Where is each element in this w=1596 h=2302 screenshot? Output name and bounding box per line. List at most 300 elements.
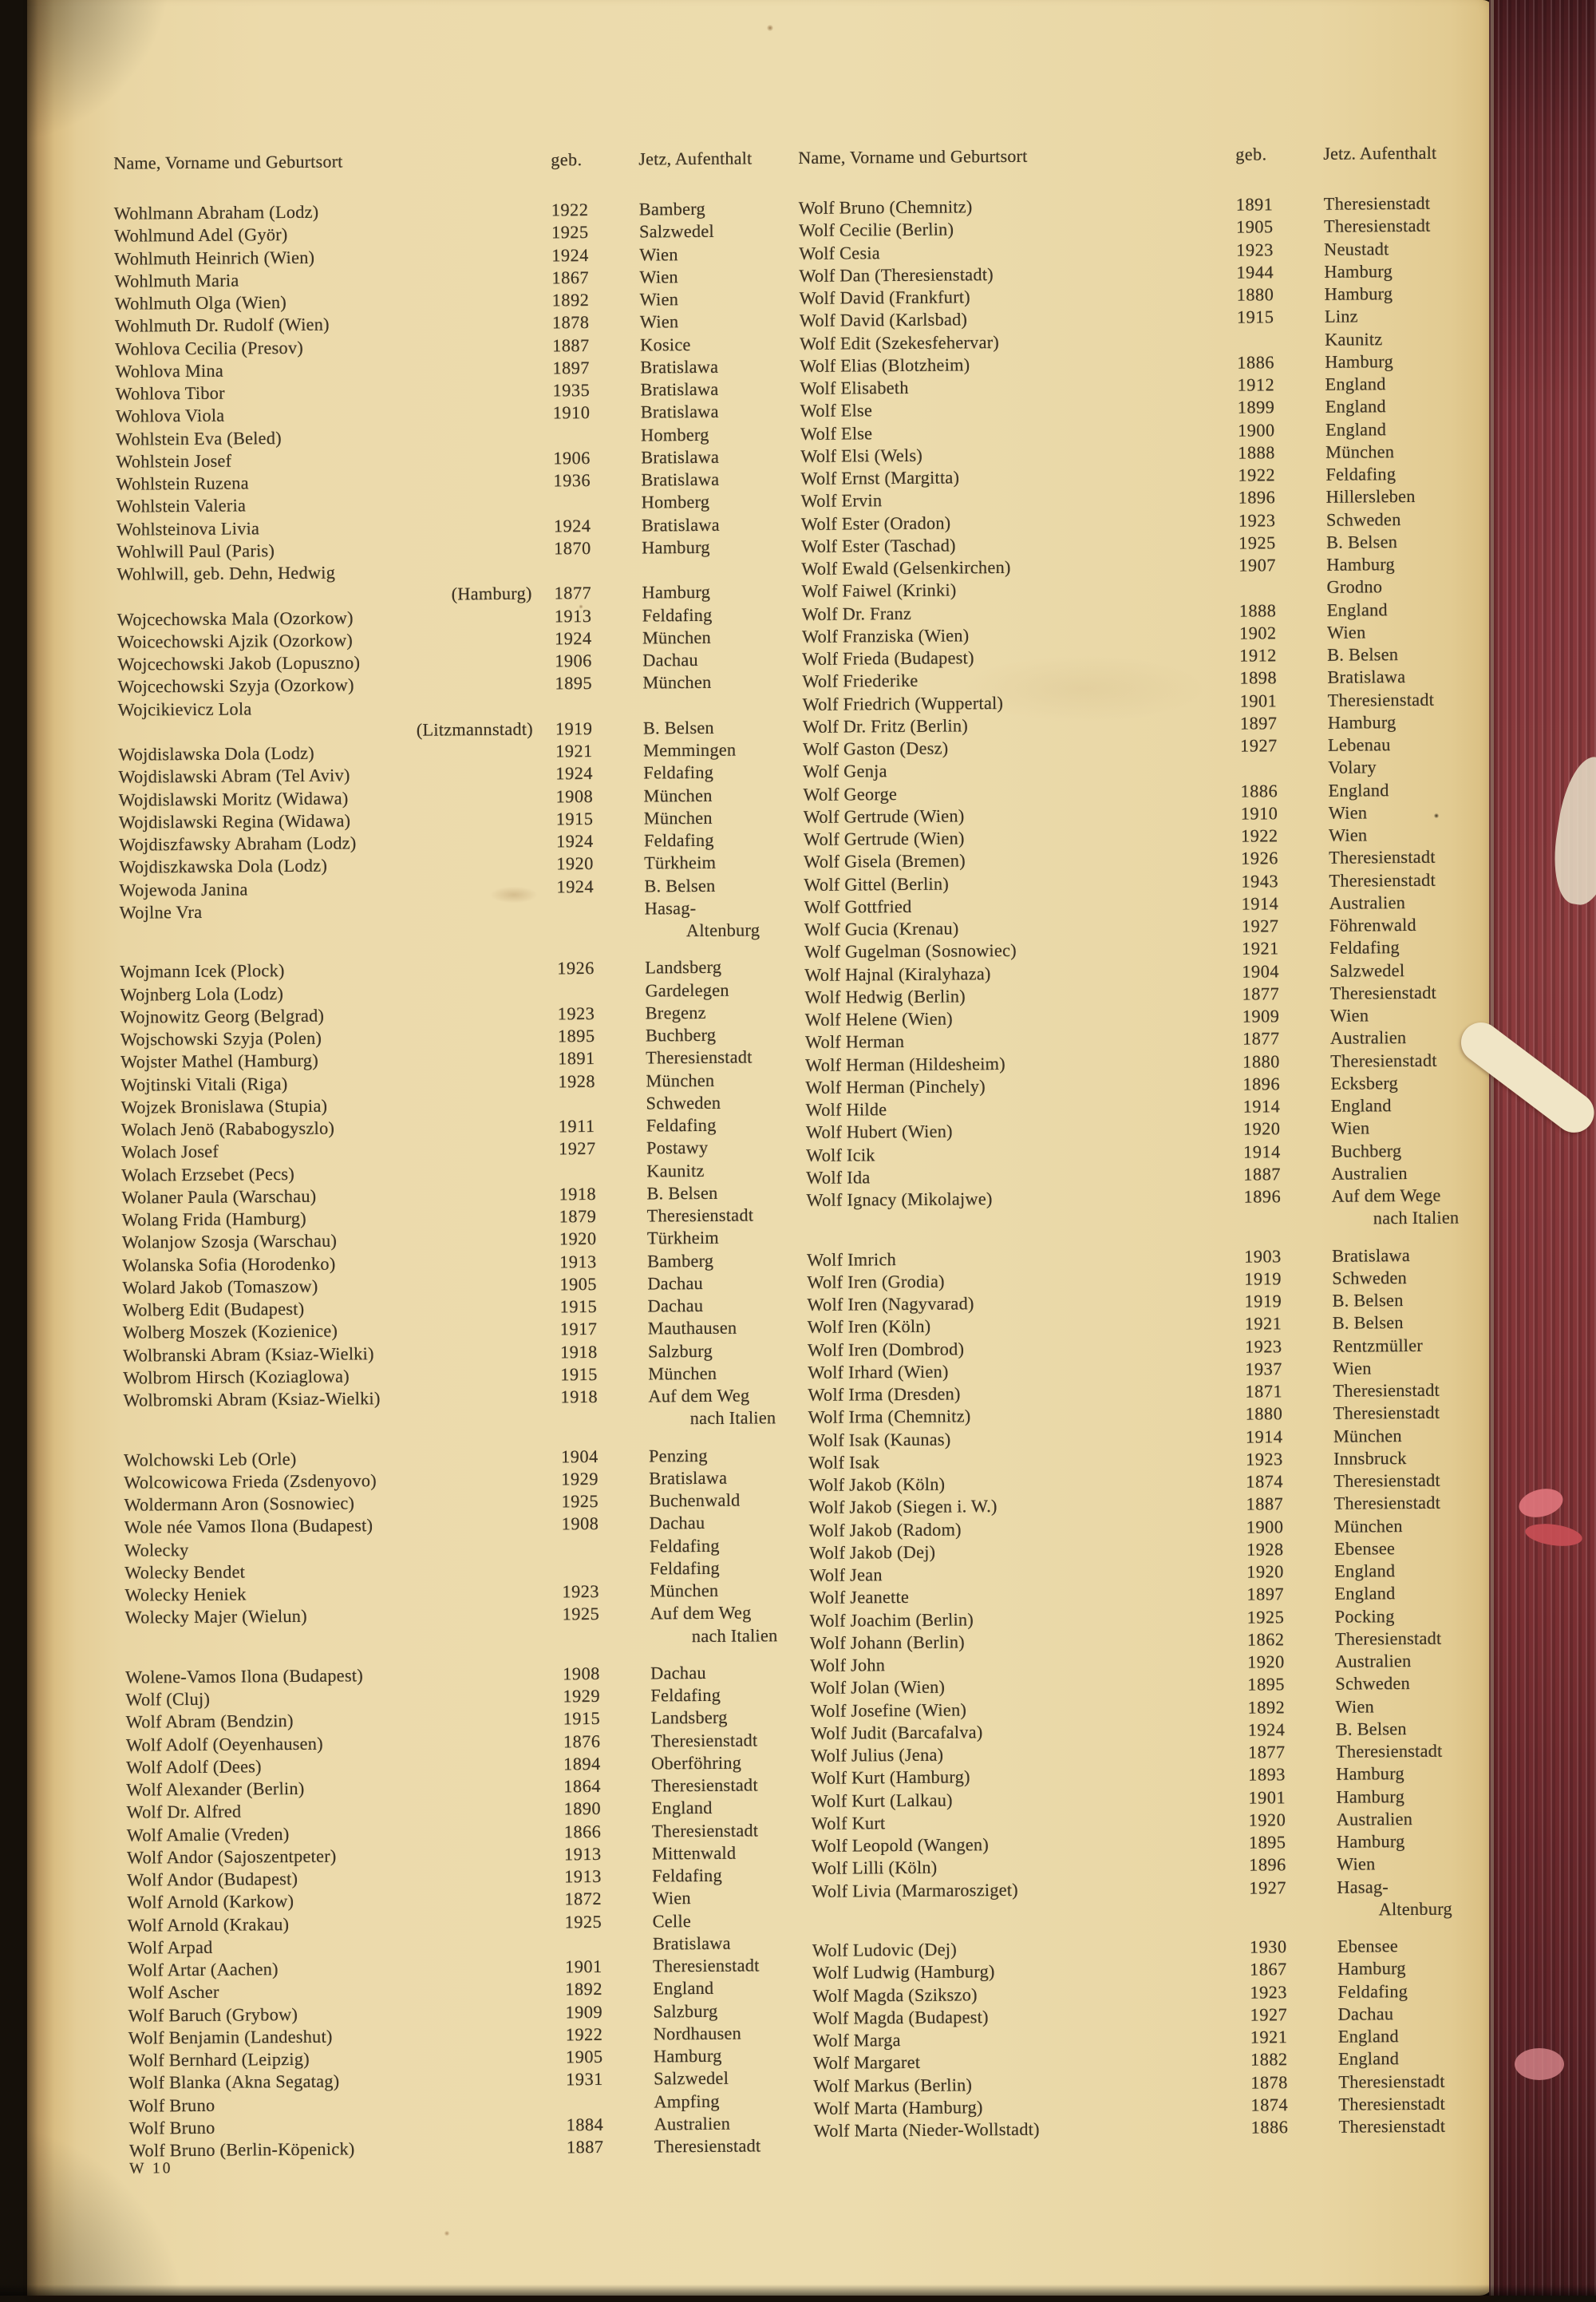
entry-birth-year: 1925	[551, 222, 589, 243]
entry-name: Wolf Herman (Hildesheim)	[805, 1053, 1005, 1075]
header-geb-col: geb.	[551, 149, 583, 170]
entry-residence: Theresienstadt	[1334, 1628, 1442, 1649]
entry-birth-year: 1905	[559, 1273, 598, 1295]
entry-birth-year: 1867	[551, 267, 590, 288]
entry-residence: Pocking	[1334, 1605, 1395, 1627]
entry-residence: B. Belsen	[646, 1182, 718, 1204]
entry-name: Wolf Ludovic (Dej)	[812, 1939, 958, 1960]
entry-name: Wolf Bruno	[128, 2094, 215, 2116]
entry-name: Wolf David (Karlsbad)	[799, 309, 968, 331]
table-row	[807, 1208, 1469, 1236]
entry-birth-year	[555, 711, 643, 712]
entry-birth-year: 1927	[1249, 1877, 1287, 1898]
entry-name: Wolf Else	[800, 400, 873, 421]
entry-birth-year: 1913	[564, 1865, 602, 1887]
entry-birth-year: 1867	[1250, 1959, 1287, 1980]
entry-residence: England	[1337, 2048, 1400, 2069]
table-row	[129, 2135, 792, 2163]
entry-residence: Feldafing	[650, 1684, 721, 1706]
entry-residence: Theresienstadt	[1327, 689, 1435, 710]
entry-name: Wolf Arnold (Karkow)	[127, 1891, 294, 1912]
entry-residence: München	[1333, 1425, 1402, 1446]
entry-name	[120, 937, 557, 940]
entry-residence: B. Belsen	[642, 717, 714, 738]
entry-name: Wolecky Majer (Wielun)	[124, 1606, 307, 1628]
entry-name: Wojdislawski Regina (Widawa)	[118, 810, 351, 833]
entry-name: Wolf Herman (Pinchely)	[805, 1075, 986, 1098]
entry-name: Wolf Irma (Chemnitz)	[808, 1406, 971, 1428]
entry-name: Wolf Bruno	[128, 2117, 215, 2138]
entry-birth-year	[554, 576, 642, 577]
entry-residence: Salzwedel	[1329, 959, 1405, 981]
entry-residence: Memmingen	[643, 739, 737, 761]
entry-birth-year: 1895	[1247, 1674, 1286, 1695]
entry-name: Wolf Ignacy (Mikolajwe)	[806, 1189, 993, 1210]
entry-birth-year: 1918	[560, 1386, 598, 1407]
entry-residence: Feldafing	[1325, 464, 1396, 485]
entry-name: Wojtinski Vitali (Riga)	[120, 1073, 288, 1095]
entry-residence: Feldafing	[643, 829, 714, 851]
entry-birth-year: 1900	[1237, 419, 1275, 441]
entry-name: Wolf Jolan (Wien)	[810, 1676, 946, 1699]
entry-residence: München	[650, 1580, 719, 1601]
entry-residence: Australien	[1335, 1650, 1412, 1671]
entry-name: Wolf Adolf (Dees)	[126, 1756, 262, 1778]
entry-birth-year: 1923	[557, 1003, 595, 1024]
entry-birth-year: 1900	[1246, 1516, 1284, 1537]
entry-name: Wolf Andor (Sajoszentpeter)	[126, 1845, 337, 1868]
entry-birth-year	[554, 508, 642, 509]
entry-birth-year: 1921	[1250, 2027, 1288, 2047]
entry-residence: Theresienstadt	[654, 2135, 761, 2157]
entry-residence: Dachau	[647, 1272, 704, 1294]
entry-name: Wolf Kurt (Lalkau)	[811, 1790, 953, 1811]
entry-name: Wolf Marta (Hamburg)	[813, 2096, 983, 2118]
table-row	[125, 1625, 788, 1653]
entry-name: Wolf Gisela (Bremen)	[804, 850, 966, 872]
entry-residence: Bratislawa	[649, 1467, 728, 1489]
entry-birth-year: 1918	[559, 1183, 597, 1204]
entry-birth-year: 1893	[1248, 1764, 1286, 1785]
entry-birth-year: 1913	[554, 605, 592, 626]
entry-birth-year: 1903	[1244, 1245, 1282, 1267]
entry-name: Wolf David (Frankfurt)	[799, 287, 971, 308]
entry-birth-year: 1927	[1250, 2003, 1288, 2025]
entry-birth-year: 1899	[1237, 397, 1275, 417]
entry-residence: München	[648, 1363, 717, 1384]
entry-residence: Wien	[639, 289, 679, 310]
entry-residence: Salzwedel	[638, 221, 715, 242]
entry-name: Wolf Cesia	[799, 242, 880, 263]
entry-residence: Hamburg	[1324, 260, 1393, 282]
entry-residence: Hamburg	[1324, 283, 1393, 304]
entry-name: Wolf Elias (Blotzheim)	[800, 354, 970, 376]
entry-residence: Feldafing	[649, 1535, 720, 1556]
entry-name: Wolach Josef	[120, 1141, 219, 1162]
entry-name: Wolchowski Leb (Orle)	[124, 1448, 297, 1470]
entry-residence: Salzwedel	[654, 2067, 729, 2089]
entry-birth-year: 1912	[1239, 645, 1277, 666]
entry-residence: Theresienstadt	[1333, 1469, 1440, 1491]
entry-name: Wolf Gertrude (Wien)	[803, 805, 965, 827]
entry-birth-year: 1887	[1243, 1164, 1282, 1185]
entry-residence: Lebenau	[1328, 734, 1391, 755]
entry-residence: Salzburg	[653, 2000, 718, 2021]
entry-birth-year: 1926	[557, 958, 595, 979]
entry-name: Wojlne Vra	[119, 901, 203, 923]
entry-birth-year: 1927	[1240, 735, 1278, 756]
entry-name: Wojdislawski Abram (Tel Aviv)	[118, 765, 350, 787]
entry-birth-year: 1897	[1239, 713, 1278, 734]
entry-name: Wolf Magda (Budapest)	[812, 2006, 989, 2028]
entry-name: Wolf Hubert (Wien)	[805, 1121, 953, 1143]
page-stack-highlight	[1491, 0, 1494, 2296]
entry-name: Wolf Iren (Grodia)	[807, 1271, 945, 1292]
entry-name: Wolf Ernst (Margitta)	[800, 467, 960, 488]
entry-birth-year: 1901	[1248, 1786, 1286, 1808]
entry-name: Wolach Erzsebet (Pecs)	[121, 1163, 295, 1185]
entry-name: Wolf Gittel (Berlin)	[804, 873, 950, 895]
entry-birth-year: 1937	[1245, 1358, 1282, 1379]
entry-residence: England	[1330, 1095, 1392, 1116]
entry-residence: Hamburg	[642, 536, 710, 558]
entry-residence: München	[643, 785, 713, 806]
entry-residence: Hasag-	[644, 897, 697, 919]
entry-name: Wolf Johann (Berlin)	[809, 1632, 965, 1653]
entry-residence: Wien	[1337, 1853, 1376, 1874]
entry-name: Wolf Irma (Dresden)	[808, 1383, 961, 1405]
entry-residence: nach Italien	[689, 1407, 776, 1429]
entry-residence: Schweden	[1325, 508, 1401, 530]
entry-name: Wolf Amalie (Vreden)	[126, 1823, 290, 1845]
entry-name: Wolf Imrich	[807, 1248, 897, 1270]
entry-name: (Hamburg)	[451, 583, 532, 604]
entry-residence: England	[1325, 396, 1386, 417]
entry-name: Wolf Bruno (Chemnitz)	[798, 196, 973, 218]
entry-residence: Feldafing	[1329, 937, 1400, 959]
entry-residence: Bratislawa	[641, 469, 720, 490]
entry-residence: Theresienstadt	[653, 1955, 760, 1976]
entry-residence: Australien	[1329, 892, 1406, 913]
table-row	[814, 2115, 1476, 2143]
entry-name: Wolf Gottfried	[804, 896, 912, 917]
entry-residence: B. Belsen	[1327, 644, 1399, 665]
entry-name: Wolf Leopold (Wangen)	[811, 1834, 990, 1856]
entry-residence: Ebensee	[1337, 1936, 1399, 1956]
entry-name: Wolene-Vamos Ilona (Budapest)	[125, 1665, 364, 1687]
entry-birth-year: 1925	[1246, 1606, 1285, 1628]
entry-birth-year: 1922	[551, 200, 589, 220]
entry-birth-year: 1892	[1247, 1696, 1286, 1718]
entry-name: Wojcechowska Mala (Ozorkow)	[117, 607, 354, 630]
entry-birth-year: 1895	[1248, 1832, 1286, 1853]
header-name-col: Name, Vorname und Geburtsort	[798, 145, 1028, 168]
entry-birth-year: 1923	[1244, 1335, 1282, 1357]
entry-birth-year: 1892	[551, 290, 590, 310]
entry-residence: Theresienstadt	[646, 1046, 753, 1068]
entry-birth-year: 1915	[555, 808, 594, 829]
entry-residence: Theresienstadt	[650, 1729, 758, 1750]
entry-residence: München	[1333, 1515, 1403, 1537]
entry-name: Wolf Elsi (Wels)	[800, 445, 923, 466]
entry-residence: Bratislawa	[640, 356, 719, 378]
entry-birth-year: 1872	[564, 1889, 602, 1909]
entry-residence: München	[643, 807, 713, 829]
entry-residence: Wien	[652, 1888, 691, 1908]
entry-birth-year: 1896	[1238, 487, 1276, 508]
entry-name: Wolang Frida (Hamburg)	[121, 1208, 307, 1230]
entry-name: Wolf Markus (Berlin)	[813, 2074, 973, 2096]
entry-birth-year: 1922	[1240, 825, 1278, 846]
entry-residence: Hamburg	[1327, 711, 1396, 733]
entry-residence: Feldafing	[646, 1114, 717, 1136]
entry-birth-year: 1912	[1237, 374, 1275, 395]
entry-residence: Theresienstadt	[1329, 846, 1436, 868]
entry-birth-year: 1890	[563, 1798, 602, 1819]
entry-name: Wojcechowski Jakob (Lopuszno)	[117, 652, 361, 674]
entry-residence: Wien	[1335, 1695, 1375, 1717]
entry-residence: Feldafing	[1337, 1980, 1408, 2002]
entry-name: Wolf Josefine (Wien)	[810, 1699, 967, 1721]
entry-residence: Bratislawa	[652, 1932, 731, 1954]
entry-name: Wolf Arnold (Krakau)	[127, 1913, 290, 1936]
entry-residence: Hamburg	[1326, 554, 1396, 575]
entry-residence: Feldafing	[643, 762, 714, 783]
entry-name: Wolf Faiwel (Krinki)	[801, 579, 957, 602]
entry-residence: Hillersleben	[1325, 486, 1416, 508]
entry-residence: Salzburg	[647, 1340, 713, 1361]
entry-name: Wolberg Moszek (Kozienice)	[122, 1320, 338, 1343]
entry-residence: Kosice	[640, 334, 691, 355]
entry-residence: Hamburg	[1336, 1763, 1404, 1784]
entry-residence: Auf dem Weg	[650, 1602, 752, 1624]
entry-name: Wolf Iren (Nagyvarad)	[807, 1293, 974, 1315]
entry-residence: Wien	[1328, 802, 1368, 823]
entry-birth-year: 1913	[563, 1843, 602, 1865]
entry-name: Wolf Cecilie (Berlin)	[798, 219, 954, 241]
entry-birth-year: 1888	[1238, 599, 1277, 621]
entry-name: Wolanska Sofia (Horodenko)	[122, 1253, 336, 1276]
entry-name: Wolf Isak	[808, 1451, 880, 1473]
entry-name: Wohlmuth Maria	[114, 270, 239, 291]
entry-name: Wojcechowski Szyja (Ozorkow)	[117, 674, 354, 697]
entry-residence: Bratislawa	[640, 378, 719, 400]
entry-birth-year: 1920	[1246, 1561, 1284, 1582]
entry-birth-year: 1908	[555, 785, 594, 806]
entry-residence	[643, 710, 780, 711]
entry-birth-year	[565, 1949, 653, 1950]
entry-residence: Theresienstadt	[1333, 1492, 1441, 1513]
entry-birth-year: 1920	[1242, 1118, 1281, 1139]
entry-birth-year: 1928	[558, 1070, 596, 1091]
entry-name: Wolf Bernhard (Leipzig)	[128, 2048, 310, 2071]
entry-residence: Theresienstadt	[651, 1819, 759, 1841]
bottom-shadow	[0, 2284, 1596, 2296]
column-header	[798, 142, 1460, 170]
entry-birth-year: 1908	[563, 1663, 600, 1684]
entry-birth-year: 1886	[1250, 2117, 1289, 2138]
entry-name: Wolaner Paula (Warschau)	[121, 1185, 317, 1208]
entry-birth-year: 1921	[555, 741, 593, 761]
entry-residence: Landsberg	[645, 956, 722, 978]
entry-name: Wolf Helene (Wien)	[804, 1008, 953, 1030]
entry-name: Wolf Baruch (Grybow)	[128, 2003, 298, 2026]
entry-birth-year: 1920	[1248, 1809, 1286, 1830]
entry-name: Wohlmann Abraham (Lodz)	[113, 201, 319, 223]
entry-birth-year	[561, 1425, 649, 1426]
entry-name: Wohlwill Paul (Paris)	[117, 540, 275, 562]
entry-name: Wolf Julius (Jena)	[810, 1744, 944, 1766]
entry-name: Wolf Gaston (Desz)	[803, 738, 949, 759]
entry-birth-year: 1878	[1250, 2071, 1288, 2093]
entry-birth-year: 1919	[555, 718, 593, 739]
entry-name: Wolf Arpad	[127, 1936, 213, 1958]
entry-name: Wohlova Cecilia (Presov)	[115, 337, 304, 359]
entry-residence: Rentzmüller	[1332, 1335, 1424, 1356]
entry-residence: Ebensee	[1333, 1537, 1396, 1559]
entry-residence: Linz	[1324, 306, 1358, 327]
entry-residence: Föhrenwald	[1329, 914, 1417, 935]
entry-birth-year: 1896	[1242, 1074, 1281, 1094]
entry-residence: Hamburg	[1337, 1958, 1406, 1979]
entry-birth-year: 1895	[555, 673, 593, 694]
entry-residence: Altenburg	[1378, 1898, 1452, 1920]
entry-name: Wojewoda Janina	[119, 878, 248, 900]
entry-birth-year: 1910	[552, 402, 591, 423]
entry-name: Wolf Marta (Nieder-Wollstadt)	[813, 2118, 1040, 2141]
entry-birth-year: 1880	[1236, 284, 1274, 305]
entry-name: Wolf Friedrich (Wuppertal)	[802, 692, 1004, 714]
entry-name: Wolecky	[124, 1539, 189, 1560]
entry-residence: Theresienstadt	[1329, 869, 1436, 891]
entry-residence: Schweden	[1335, 1673, 1411, 1694]
entry-birth-year: 1905	[565, 2046, 603, 2067]
entry-birth-year: 1936	[553, 470, 591, 491]
entry-residence: Feldafing	[642, 604, 713, 626]
entry-residence: Theresienstadt	[1338, 2115, 1446, 2137]
entry-birth-year: 1878	[551, 312, 590, 333]
entry-name: Wojcikievicz Lola	[117, 698, 252, 720]
entry-residence: Theresienstadt	[1338, 2071, 1445, 2092]
entry-name: Wolf Livia (Marmarosziget)	[812, 1879, 1019, 1901]
entry-residence: Hamburg	[1336, 1831, 1405, 1852]
entry-name: Wolf Adolf (Oeyenhausen)	[125, 1733, 323, 1755]
entry-residence: Dachau	[647, 1295, 704, 1316]
entry-birth-year: 1877	[1242, 983, 1280, 1004]
entry-name: Wolberg Edit (Budapest)	[122, 1298, 305, 1320]
entry-name: Wolf Jeanette	[809, 1587, 910, 1608]
entry-name: Wolf Jakob (Radom)	[808, 1518, 962, 1541]
entry-name: Wojdiszfawsky Abraham (Lodz)	[118, 833, 357, 855]
entry-residence: Theresienstadt	[1338, 2093, 1446, 2114]
entry-residence: München	[642, 672, 712, 693]
entry-birth-year: 1924	[553, 515, 591, 536]
entry-birth-year: 1888	[1238, 442, 1275, 463]
entry-birth-year: 1880	[1242, 1050, 1280, 1072]
entry-birth-year: 1924	[554, 627, 592, 649]
entry-name: Wolf Andor (Budapest)	[127, 1868, 298, 1890]
entry-birth-year: 1877	[1247, 1742, 1286, 1762]
entry-birth-year: 1905	[1235, 216, 1274, 237]
entry-name: Wolf Ludwig (Hamburg)	[812, 1961, 995, 1984]
entry-birth-year: 1930	[1249, 1936, 1287, 1957]
entry-birth-year: 1922	[1238, 465, 1276, 485]
entry-birth-year: 1894	[563, 1753, 601, 1774]
entry-birth-year: 1902	[1238, 623, 1277, 643]
entry-name: Wolf Magda (Szikszo)	[812, 1984, 978, 2006]
table-row	[120, 920, 782, 947]
entry-birth-year: 1914	[1243, 1141, 1281, 1162]
entry-birth-year: 1924	[555, 831, 594, 852]
entry-residence: Homberg	[640, 424, 709, 445]
entry-residence: England	[1326, 599, 1388, 620]
entry-name: Wolf Ida	[806, 1167, 871, 1188]
entry-birth-year: 1896	[1243, 1186, 1282, 1207]
entry-name: Wojschowski Szyja (Polen)	[120, 1027, 322, 1050]
entry-residence: nach Italien	[1373, 1207, 1460, 1228]
entry-birth-year: 1886	[1237, 352, 1275, 373]
entry-birth-year: 1877	[1242, 1028, 1280, 1049]
entry-name: Wojdislawski Moritz (Widawa)	[118, 787, 349, 810]
entry-residence: Auf dem Wege	[1331, 1185, 1441, 1206]
entry-birth-year: 1887	[1246, 1493, 1284, 1514]
entry-birth-year: 1919	[1244, 1268, 1282, 1289]
entry-name: Wolf Kurt	[811, 1812, 886, 1833]
entry-birth-year	[557, 914, 645, 915]
entry-birth-year: 1943	[1241, 870, 1279, 892]
entry-birth-year	[567, 2107, 654, 2108]
entry-residence: Dachau	[1337, 2003, 1394, 2024]
entry-residence: England	[651, 1798, 713, 1818]
entry-residence	[642, 575, 779, 576]
entry-birth-year: 1921	[1242, 938, 1279, 959]
entry-residence: Hasag-	[1337, 1876, 1389, 1897]
entry-name: Wolf John	[810, 1655, 886, 1675]
entry-name: Wolbranski Abram (Ksiaz-Wielki)	[122, 1343, 374, 1366]
entry-residence: Ecksberg	[1330, 1072, 1399, 1094]
entry-birth-year	[563, 1642, 650, 1643]
entry-birth-year: 1896	[1249, 1854, 1286, 1875]
entry-name: Wole née Vamos Ilona (Budapest)	[124, 1515, 373, 1537]
entry-name: Wohlstein Ruzena	[116, 473, 249, 494]
entry-birth-year: 1923	[1250, 1981, 1288, 2003]
entry-residence: Neustadt	[1324, 238, 1389, 259]
entry-name: Wolecky Heniek	[124, 1584, 247, 1605]
entry-name: Wolf Dr. Franz	[801, 603, 912, 624]
entry-name: Wolf Margaret	[812, 2052, 921, 2074]
header-aufenthalt-col: Jetz. Aufenthalt	[1323, 142, 1437, 164]
page-number: W 10	[129, 2160, 173, 2177]
entry-birth-year: 1920	[559, 1228, 597, 1249]
entry-residence: Innsbruck	[1333, 1447, 1407, 1469]
entry-birth-year: 1925	[561, 1490, 599, 1512]
entry-name: Wolf Elisabeth	[800, 377, 909, 398]
entry-name: Wolf Jakob (Dej)	[808, 1541, 936, 1563]
entry-birth-year: 1913	[559, 1251, 597, 1272]
entry-name: Wohlmuth Olga (Wien)	[114, 292, 287, 314]
entry-name: Wolf Dan (Theresienstadt)	[799, 263, 994, 286]
entry-name: Wolf Abram (Bendzin)	[125, 1711, 294, 1732]
entry-birth-year: 1908	[561, 1513, 599, 1534]
entry-birth-year: 1935	[552, 380, 591, 401]
entry-residence: Grodno	[1326, 576, 1383, 598]
entry-residence: England	[653, 1978, 714, 1999]
page-content	[18, 0, 1503, 2302]
entry-name: Wolf Else	[800, 422, 873, 444]
entry-residence: Wien	[1326, 622, 1366, 643]
entry-residence: Landsberg	[650, 1707, 728, 1728]
entry-residence: Bratislawa	[641, 446, 720, 468]
